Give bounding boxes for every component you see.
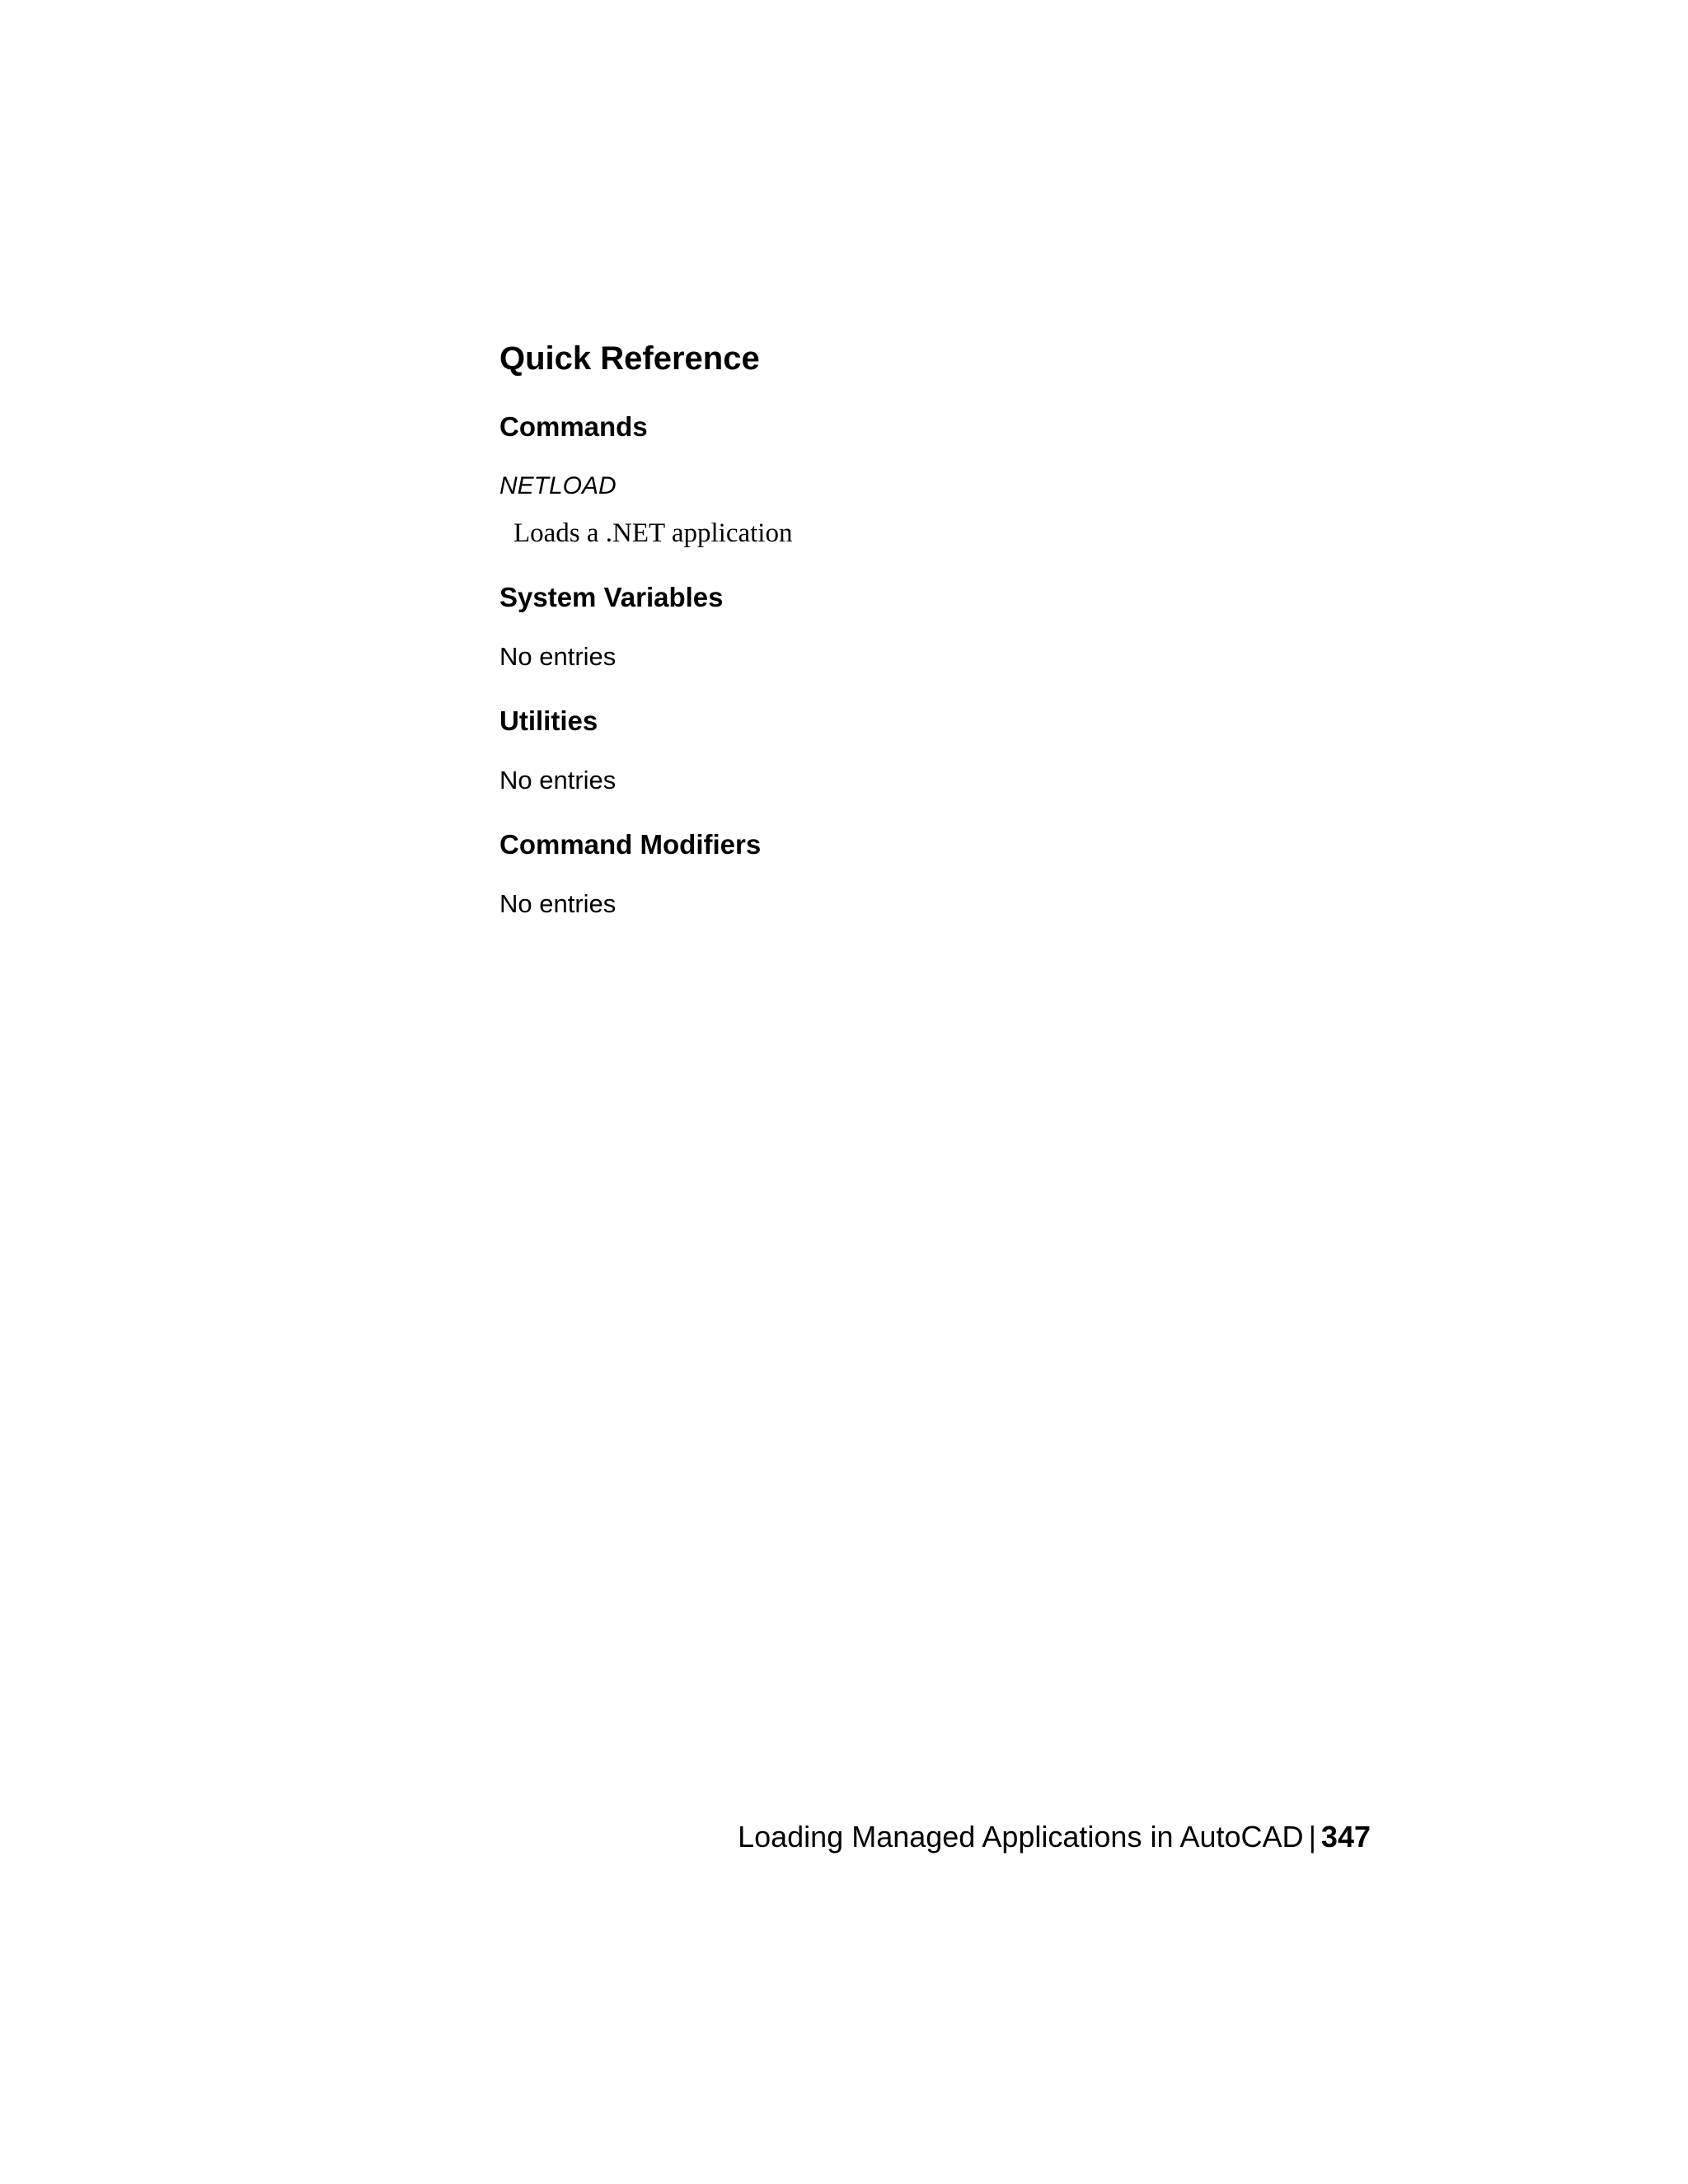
page-footer <box>738 1816 1371 1858</box>
utilities-empty-text: No entries <box>499 766 617 794</box>
section-heading-command-modifiers: Command Modifiers <box>499 829 762 860</box>
section-heading-system-variables: System Variables <box>499 582 724 612</box>
page-title: Quick Reference <box>499 340 760 377</box>
section-heading-utilities: Utilities <box>499 705 598 736</box>
section-heading-commands: Commands <box>499 411 648 442</box>
footer-chapter-title: Loading Managed Applications in AutoCAD <box>738 1820 1304 1854</box>
footer-page-number: 347 <box>1320 1820 1371 1854</box>
command-name-netload: NETLOAD <box>499 472 617 499</box>
footer-separator: | <box>1308 1820 1316 1854</box>
system-variables-empty-text: No entries <box>499 642 617 671</box>
command-modifiers-empty-text: No entries <box>499 889 617 918</box>
command-description-netload: Loads a .NET application <box>513 518 793 548</box>
